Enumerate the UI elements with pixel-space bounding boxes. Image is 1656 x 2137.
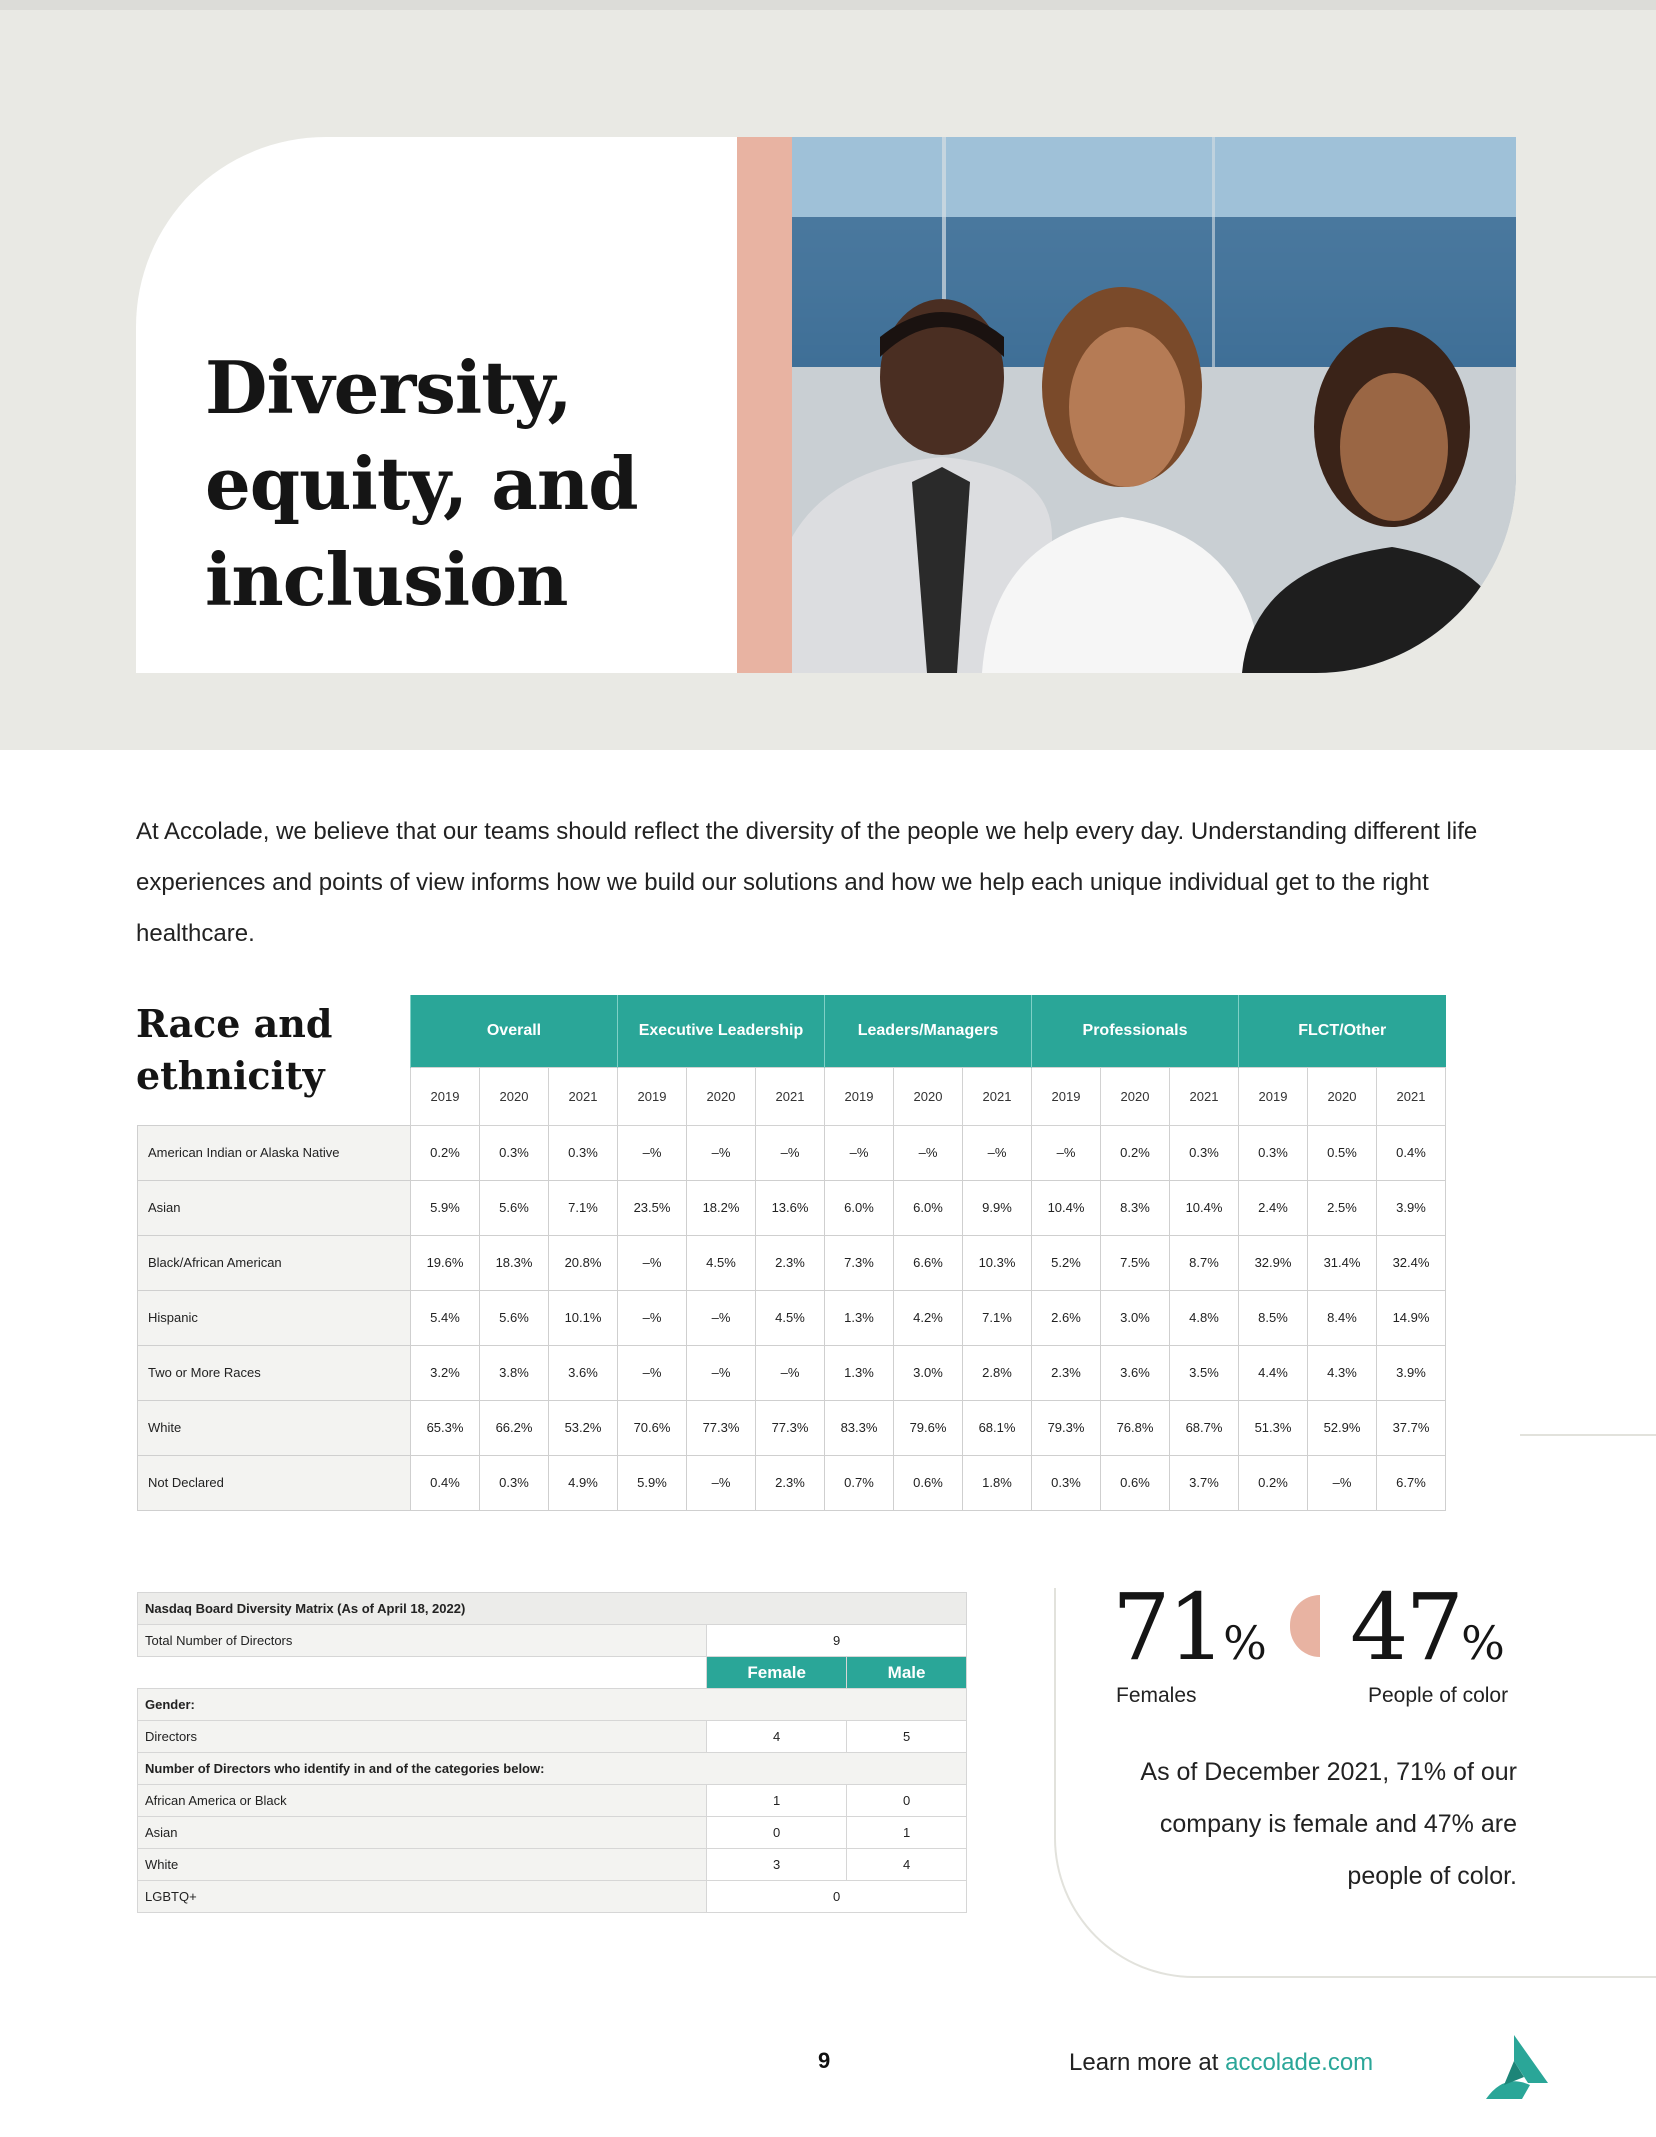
group-header: Executive Leadership [618,995,825,1067]
table-cell: 7.1% [549,1180,618,1235]
year-cell: 2021 [963,1067,1032,1125]
title-line: equity, and [205,441,638,526]
table-cell: 1.8% [963,1455,1032,1510]
table-cell: 77.3% [756,1400,825,1455]
table-row [138,1235,1446,1290]
table-cell: 10.3% [963,1235,1032,1290]
row-label: Two or More Races [138,1345,411,1400]
row-label: Not Declared [138,1455,411,1510]
matrix-row-male: 1 [847,1817,967,1849]
learn-more-text: Learn more at [1069,2049,1226,2076]
table-cell: –% [825,1125,894,1180]
table-cell: 20.8% [549,1235,618,1290]
table-cell: 4.2% [894,1290,963,1345]
table-cell: 52.9% [1308,1400,1377,1455]
table-cell: 68.1% [963,1400,1032,1455]
table-cell: 0.4% [411,1455,480,1510]
table-cell: 0.3% [480,1125,549,1180]
stats-description: As of December 2021, 71% of our company is female and 47% are people of color. [1140,1758,1517,1890]
table-cell: 2.3% [1032,1345,1101,1400]
poc-number: 47 [1350,1574,1462,1681]
table-cell: 0.2% [411,1125,480,1180]
table-cell: 6.0% [894,1180,963,1235]
total-directors-value: 9 [707,1625,967,1657]
matrix-row-female: 3 [707,1849,847,1881]
accolade-link[interactable]: accolade.com [1225,2049,1374,2076]
intro-paragraph: At Accolade, we believe that our teams should reflect the diversity of the people we help every day. Understanding different life experiences and points of view informs how we build our solutions and how we help each unique individual get to the right healthcare. [136,818,1478,947]
table-cell: –% [894,1125,963,1180]
table-cell: 5.2% [1032,1235,1101,1290]
table-cell: 68.7% [1170,1400,1239,1455]
identify-label: Number of Directors who identify in and of the categories below: [138,1753,967,1785]
year-cell: 2019 [825,1067,894,1125]
table-cell: 10.4% [1032,1180,1101,1235]
lgbtq-label: LGBTQ+ [138,1881,707,1913]
table-cell: –% [687,1455,756,1510]
table-cell: 3.9% [1377,1345,1446,1400]
table-cell: 2.8% [963,1345,1032,1400]
table-cell: 5.9% [618,1455,687,1510]
poc-label: People of color [1368,1684,1509,1707]
matrix-row-label: Asian [138,1817,707,1849]
total-directors-label: Total Number of Directors [138,1625,707,1657]
table-cell: 76.8% [1101,1400,1170,1455]
table-cell: 18.3% [480,1235,549,1290]
year-header-row [138,1067,1446,1125]
table-cell: 14.9% [1377,1290,1446,1345]
directors-male: 5 [847,1721,967,1753]
table-cell: 31.4% [1308,1235,1377,1290]
row-label: White [138,1400,411,1455]
table-cell: 8.7% [1170,1235,1239,1290]
year-cell: 2019 [1032,1067,1101,1125]
table-cell: 3.5% [1170,1345,1239,1400]
percent-sign: % [1461,1616,1505,1670]
race-title-line: Race and [136,1001,333,1046]
table-cell: 0.2% [1101,1125,1170,1180]
matrix-title: Nasdaq Board Diversity Matrix (As of April 18, 2022) [138,1593,967,1625]
matrix-row-female: 0 [707,1817,847,1849]
table-cell: 9.9% [963,1180,1032,1235]
table-cell: 32.4% [1377,1235,1446,1290]
table-cell: 0.6% [1101,1455,1170,1510]
table-cell: –% [618,1345,687,1400]
table-cell: –% [1308,1455,1377,1510]
table-row [138,1455,1446,1510]
table-cell: –% [963,1125,1032,1180]
table-cell: –% [687,1345,756,1400]
table-cell: 3.6% [1101,1345,1170,1400]
table-cell: 53.2% [549,1400,618,1455]
table-cell: 13.6% [756,1180,825,1235]
table-cell: 5.4% [411,1290,480,1345]
group-header: Professionals [1032,995,1239,1067]
table-cell: 8.4% [1308,1290,1377,1345]
team-photo [792,137,1516,673]
table-cell: 65.3% [411,1400,480,1455]
female-header: Female [707,1657,847,1689]
table-row [138,1290,1446,1345]
table-cell: 3.2% [411,1345,480,1400]
females-stat [1112,1574,1267,1693]
table-cell: –% [687,1290,756,1345]
table-cell: 8.5% [1239,1290,1308,1345]
table-cell: 0.3% [480,1455,549,1510]
group-header: Overall [411,995,618,1067]
table-cell: 18.2% [687,1180,756,1235]
accolade-logo-icon [1484,2033,1550,2103]
table-cell: 0.7% [825,1455,894,1510]
table-cell: 2.6% [1032,1290,1101,1345]
table-cell: 19.6% [411,1235,480,1290]
table-cell: 77.3% [687,1400,756,1455]
footer-learn-more [1069,2049,1373,2077]
table-cell: 5.6% [480,1290,549,1345]
lgbtq-value: 0 [707,1881,967,1913]
table-cell: 3.9% [1377,1180,1446,1235]
table-cell: 6.7% [1377,1455,1446,1510]
table-cell: 5.6% [480,1180,549,1235]
header-spacer [138,1657,707,1689]
table-cell: 4.4% [1239,1345,1308,1400]
table-cell: 32.9% [1239,1235,1308,1290]
table-cell: 10.1% [549,1290,618,1345]
table-row [138,1180,1446,1235]
table-cell: 7.1% [963,1290,1032,1345]
group-header: Leaders/Managers [825,995,1032,1067]
table-cell: 0.3% [1170,1125,1239,1180]
team-photo-illustration [792,137,1516,673]
table-row [138,1345,1446,1400]
year-row-spacer [138,1067,411,1125]
row-label: Asian [138,1180,411,1235]
directors-female: 4 [707,1721,847,1753]
title-line: Diversity, [205,345,572,430]
table-cell: 79.3% [1032,1400,1101,1455]
year-cell: 2020 [1308,1067,1377,1125]
table-cell: 0.4% [1377,1125,1446,1180]
table-cell: 10.4% [1170,1180,1239,1235]
percent-sign: % [1223,1616,1267,1670]
table-cell: 1.3% [825,1290,894,1345]
divider [1520,1434,1656,1436]
table-cell: 5.9% [411,1180,480,1235]
poc-stat [1350,1574,1505,1693]
matrix-row-label: White [138,1849,707,1881]
table-cell: 7.3% [825,1235,894,1290]
year-cell: 2021 [1377,1067,1446,1125]
matrix-row-female: 1 [707,1785,847,1817]
table-cell: –% [756,1125,825,1180]
table-cell: 3.8% [480,1345,549,1400]
year-cell: 2020 [480,1067,549,1125]
table-cell: 37.7% [1377,1400,1446,1455]
table-cell: 66.2% [480,1400,549,1455]
table-cell: 7.5% [1101,1235,1170,1290]
table-cell: 23.5% [618,1180,687,1235]
row-label: American Indian or Alaska Native [138,1125,411,1180]
table-cell: –% [618,1125,687,1180]
table-cell: 8.3% [1101,1180,1170,1235]
year-cell: 2019 [411,1067,480,1125]
table-cell: –% [756,1345,825,1400]
accent-strip [737,137,792,673]
matrix-row-male: 0 [847,1785,967,1817]
table-cell: 4.3% [1308,1345,1377,1400]
year-cell: 2021 [756,1067,825,1125]
title-line: inclusion [205,537,568,622]
table-row [138,1125,1446,1180]
table-cell: 2.4% [1239,1180,1308,1235]
directors-label: Directors [138,1721,707,1753]
table-cell: 2.5% [1308,1180,1377,1235]
race-title-line: ethnicity [136,1053,325,1098]
male-header: Male [847,1657,967,1689]
matrix-row-male: 4 [847,1849,967,1881]
table-cell: 2.3% [756,1455,825,1510]
gender-label: Gender: [138,1689,967,1721]
year-cell: 2021 [549,1067,618,1125]
row-label: Black/African American [138,1235,411,1290]
table-cell: 79.6% [894,1400,963,1455]
table-cell: 0.3% [549,1125,618,1180]
year-cell: 2020 [687,1067,756,1125]
race-ethnicity-table [137,995,1446,1511]
table-cell: 3.7% [1170,1455,1239,1510]
table-cell: –% [1032,1125,1101,1180]
table-cell: 4.5% [756,1290,825,1345]
table-cell: 4.5% [687,1235,756,1290]
table-cell: 1.3% [825,1345,894,1400]
table-cell: –% [618,1290,687,1345]
table-cell: –% [687,1125,756,1180]
table-cell: 0.5% [1308,1125,1377,1180]
table-cell: 0.3% [1032,1455,1101,1510]
table-row [138,1400,1446,1455]
table-cell: 51.3% [1239,1400,1308,1455]
matrix-row-label: African America or Black [138,1785,707,1817]
year-cell: 2021 [1170,1067,1239,1125]
table-cell: 6.0% [825,1180,894,1235]
table-cell: 2.3% [756,1235,825,1290]
nasdaq-board-matrix [137,1592,967,1913]
table-cell: –% [618,1235,687,1290]
year-cell: 2020 [894,1067,963,1125]
year-cell: 2019 [618,1067,687,1125]
page-title [205,340,638,628]
table-cell: 3.0% [1101,1290,1170,1345]
year-cell: 2019 [1239,1067,1308,1125]
table-cell: 0.6% [894,1455,963,1510]
table-cell: 0.2% [1239,1455,1308,1510]
females-number: 71 [1112,1574,1224,1681]
page-number: 9 [818,2048,831,2073]
row-label: Hispanic [138,1290,411,1345]
year-cell: 2020 [1101,1067,1170,1125]
group-header: FLCT/Other [1239,995,1446,1067]
table-cell: 6.6% [894,1235,963,1290]
table-cell: 0.3% [1239,1125,1308,1180]
table-cell: 83.3% [825,1400,894,1455]
females-label: Females [1116,1684,1197,1707]
table-corner [138,995,411,1067]
table-cell: 70.6% [618,1400,687,1455]
table-cell: 3.6% [549,1345,618,1400]
table-cell: 4.9% [549,1455,618,1510]
table-cell: 3.0% [894,1345,963,1400]
table-cell: 4.8% [1170,1290,1239,1345]
